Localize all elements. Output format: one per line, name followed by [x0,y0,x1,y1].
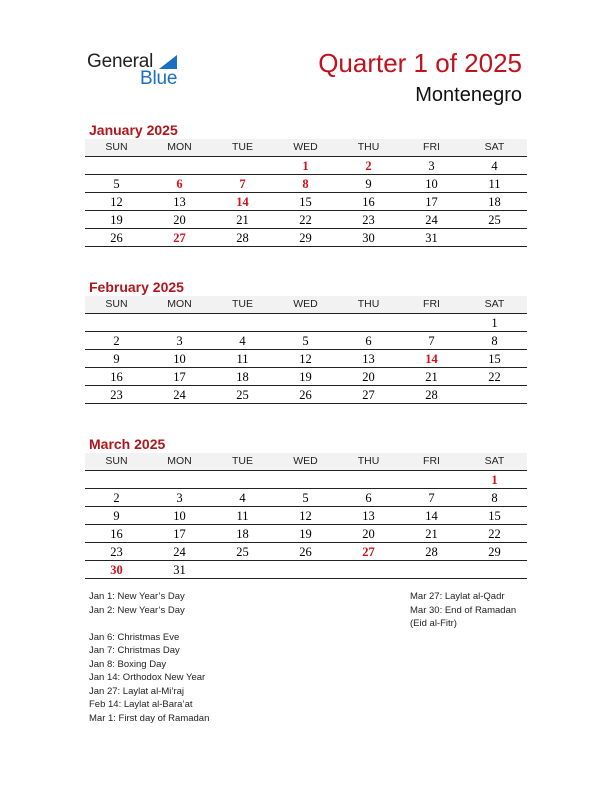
day-cell: 24 [173,545,186,559]
week-row [85,350,527,368]
weekday-label: WED [293,141,318,153]
empty-day-cell [274,561,337,578]
note-spacer [89,617,209,631]
weekday-label: THU [357,141,380,153]
empty-day-cell [400,471,463,488]
empty-day-cell [211,157,274,174]
day-cell: 5 [113,177,120,191]
weekday-header [85,453,527,471]
week-row [85,193,527,211]
empty-day-cell [337,561,400,578]
day-cell: 4 [239,491,246,505]
week-row [85,386,527,404]
weekday-label: SUN [105,455,128,467]
empty-day-cell [85,471,148,488]
day-cell: 22 [299,213,312,227]
day-cell: 20 [362,370,375,384]
day-cell: 14 [425,509,438,523]
empty-day-cell [274,471,337,488]
day-cell: 25 [236,388,249,402]
month-january [85,121,527,247]
day-cell: 6 [365,334,372,348]
empty-day-cell [85,157,148,174]
day-cell: 8 [491,491,498,505]
day-cell: 11 [236,509,249,523]
day-cell: 1 [302,159,309,173]
day-cell: 31 [173,563,186,577]
day-cell: 4 [491,159,498,173]
day-cell: 27 [173,231,186,245]
empty-day-cell [463,229,526,246]
weekday-header [85,139,527,157]
empty-day-cell [463,386,526,403]
day-cell: 26 [110,231,123,245]
empty-day-cell [274,314,337,331]
day-cell: 19 [299,370,312,384]
day-cell: 9 [113,509,120,523]
day-cell: 2 [365,159,372,173]
day-cell: 20 [362,527,375,541]
day-cell: 10 [173,509,186,523]
day-cell: 3 [176,491,183,505]
day-cell: 19 [299,527,312,541]
day-cell: 17 [173,527,186,541]
holiday-note: Feb 14: Laylat al-Bara’at [89,699,193,710]
day-cell: 27 [362,545,375,559]
holiday-note: Mar 27: Laylat al-Qadr [410,591,505,602]
empty-day-cell [211,561,274,578]
weekday-label: THU [357,455,380,467]
week-row [85,157,527,175]
day-cell: 18 [236,527,249,541]
weekday-label: SUN [105,298,128,310]
day-cell: 11 [488,177,501,191]
week-row [85,543,527,561]
empty-day-cell [211,471,274,488]
empty-day-cell [211,314,274,331]
day-cell: 25 [488,213,501,227]
month-title: January 2025 [89,122,178,138]
country-name: Montenegro [415,84,522,106]
day-cell: 21 [425,370,438,384]
empty-day-cell [400,561,463,578]
weekday-label: FRI [423,141,440,153]
weekday-label: WED [293,298,318,310]
day-cell: 21 [425,527,438,541]
day-cell: 7 [428,334,435,348]
weekday-header [85,296,527,314]
week-row [85,489,527,507]
day-cell: 12 [299,509,312,523]
day-cell: 28 [425,388,438,402]
day-cell: 30 [110,563,123,577]
week-row [85,525,527,543]
day-cell: 28 [425,545,438,559]
day-cell: 8 [491,334,498,348]
empty-day-cell [85,314,148,331]
day-cell: 1 [491,473,498,487]
week-row [85,507,527,525]
day-cell: 1 [491,316,498,330]
holiday-note: Jan 7: Christmas Day [89,645,180,656]
day-cell: 24 [425,213,438,227]
holiday-notes-right [410,590,516,631]
day-cell: 22 [488,527,501,541]
weekday-label: TUE [232,298,253,310]
holiday-notes-left [89,590,209,725]
empty-day-cell [337,314,400,331]
empty-day-cell [400,314,463,331]
day-cell: 7 [428,491,435,505]
day-cell: 16 [110,370,123,384]
day-cell: 9 [365,177,372,191]
day-cell: 3 [176,334,183,348]
day-cell: 6 [176,177,183,191]
day-cell: 2 [113,334,120,348]
weekday-label: SAT [484,141,505,153]
week-row [85,561,527,579]
weekday-label: FRI [423,455,440,467]
weekday-label: SAT [484,455,505,467]
day-cell: 18 [236,370,249,384]
week-row [85,368,527,386]
empty-day-cell [337,471,400,488]
week-row [85,332,527,350]
week-row [85,314,527,332]
empty-day-cell [148,157,211,174]
day-cell: 23 [362,213,375,227]
day-cell: 20 [173,213,186,227]
day-cell: 18 [488,195,501,209]
day-cell: 7 [239,177,246,191]
day-cell: 15 [488,509,501,523]
logo-triangle-icon [159,55,177,69]
day-cell: 14 [425,352,438,366]
day-cell: 10 [425,177,438,191]
day-cell: 8 [302,177,309,191]
holiday-note: Jan 14: Orthodox New Year [89,672,206,683]
holiday-note: Jan 8: Boxing Day [89,658,167,670]
weekday-label: THU [357,298,380,310]
holiday-note: (Eid al-Fitr) [410,618,457,629]
month-title: February 2025 [89,279,184,295]
day-cell: 19 [110,213,123,227]
day-cell: 2 [113,491,120,505]
day-cell: 12 [299,352,312,366]
day-cell: 5 [302,334,309,348]
day-cell: 21 [236,213,249,227]
day-cell: 16 [362,195,375,209]
day-cell: 29 [488,545,501,559]
day-cell: 6 [365,491,372,505]
day-cell: 13 [362,509,375,523]
holiday-note: Mar 1: First day of Ramadan [89,712,210,724]
weekday-label: FRI [423,298,440,310]
day-cell: 30 [362,231,375,245]
day-cell: 24 [173,388,186,402]
weekday-label: SUN [105,141,128,153]
month-march [85,435,527,579]
day-cell: 3 [428,159,435,173]
weekday-label: WED [293,455,318,467]
month-february [85,278,527,404]
week-row [85,229,527,247]
day-cell: 15 [299,195,312,209]
logo-general-text: General [87,51,154,72]
weekday-label: TUE [232,455,253,467]
day-cell: 25 [236,545,249,559]
day-cell: 17 [173,370,186,384]
day-cell: 5 [302,491,309,505]
logo-blue-text: Blue [140,68,178,89]
day-cell: 23 [110,388,123,402]
day-cell: 22 [488,370,501,384]
day-cell: 26 [299,388,312,402]
day-cell: 23 [110,545,123,559]
week-row [85,471,527,489]
day-cell: 11 [236,352,249,366]
day-cell: 16 [110,527,123,541]
day-cell: 14 [236,195,249,209]
day-cell: 10 [173,352,186,366]
day-cell: 28 [236,231,249,245]
weekday-label: TUE [232,141,253,153]
holiday-note: Mar 30: End of Ramadan [410,604,517,616]
weekday-label: MON [167,455,192,467]
day-cell: 13 [362,352,375,366]
week-row [85,175,527,193]
day-cell: 31 [425,231,438,245]
day-cell: 15 [488,352,501,366]
day-cell: 12 [110,195,123,209]
holiday-note: Jan 6: Christmas Eve [89,631,180,643]
month-title: March 2025 [89,436,166,452]
weekday-label: SAT [484,298,505,310]
weekday-label: MON [167,141,192,153]
week-row [85,211,527,229]
empty-day-cell [148,314,211,331]
day-cell: 17 [425,195,438,209]
day-cell: 26 [299,545,312,559]
day-cell: 29 [299,231,312,245]
day-cell: 9 [113,352,120,366]
empty-day-cell [148,471,211,488]
holiday-note: Jan 2: New Year’s Day [89,604,185,616]
holiday-note: Jan 1: New Year’s Day [89,591,185,602]
empty-day-cell [463,561,526,578]
weekday-label: MON [167,298,192,310]
holiday-note: Jan 27: Laylat al-Mi’raj [89,685,185,697]
day-cell: 27 [362,388,375,402]
generalblue-logo [87,51,197,91]
day-cell: 13 [173,195,186,209]
page-title: Quarter 1 of 2025 [318,48,522,78]
day-cell: 4 [239,334,246,348]
